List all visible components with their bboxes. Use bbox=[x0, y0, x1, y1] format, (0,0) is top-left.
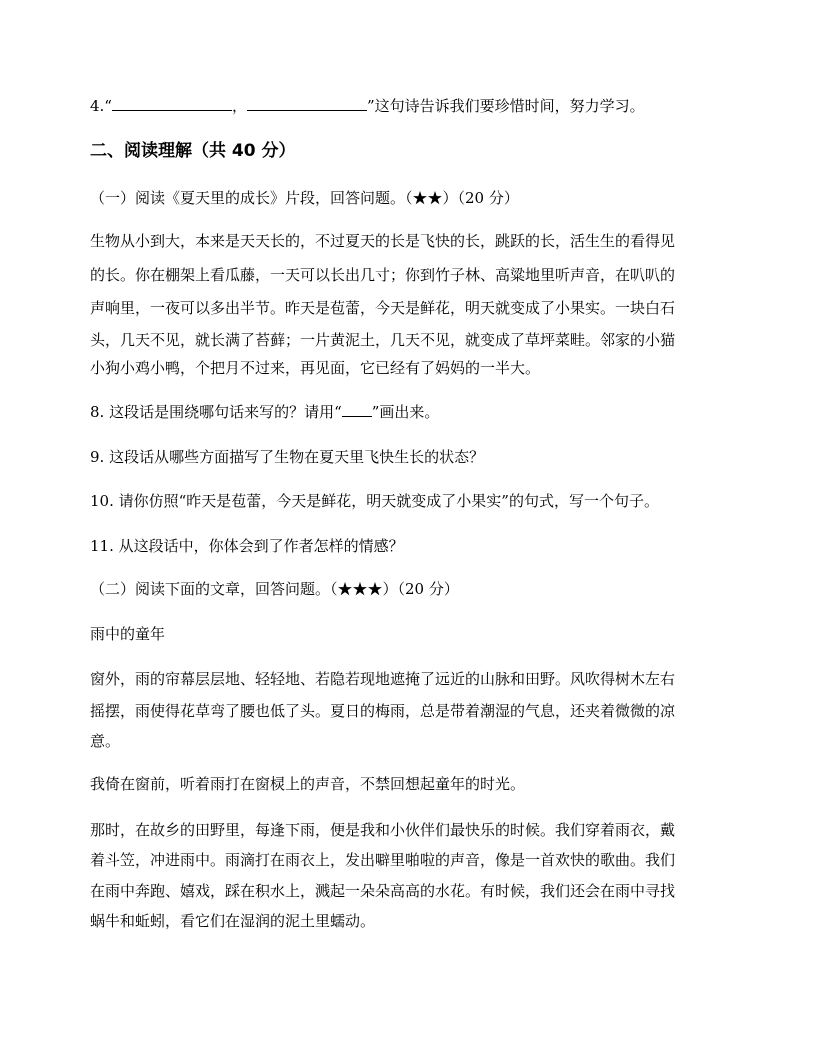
question-4-suffix: ”这句诗告诉我们要珍惜时间，努力学习。 bbox=[367, 97, 645, 115]
passage-line: 头，几天不见，就长满了苔藓；一片黄泥土，几天不见，就变成了草坪菜畦。邻家的小猫 bbox=[90, 331, 676, 349]
paragraph-line: 窗外，雨的帘幕层层地、轻轻地、若隐若现地遮掩了远近的山脉和田野。风吹得树木左右 bbox=[90, 670, 676, 688]
question-8 bbox=[90, 404, 730, 420]
paragraph-line: 摇摆，雨使得花草弯了腰也低了头。夏日的梅雨，总是带着潮湿的气息，还夹着微微的凉 bbox=[90, 702, 676, 720]
question-9: 9. 这段话从哪些方面描写了生物在夏天里飞快生长的状态？ bbox=[90, 448, 485, 466]
question-8-prefix: 8. 这段话是围绕哪句话来写的？请用“ bbox=[90, 403, 342, 421]
question-4-prefix: 4.“ bbox=[90, 97, 112, 115]
passage-line: 小狗小鸡小鸭，个把月不过来，再见面，它已经有了妈妈的一半大。 bbox=[90, 359, 541, 377]
question-10: 10. 请你仿照“昨天是苞蕾，今天是鲜花，明天就变成了小果实”的句式，写一个句子。 bbox=[90, 492, 659, 510]
question-8-suffix: ”画出来。 bbox=[371, 403, 440, 421]
question-4-separator: ， bbox=[231, 97, 247, 115]
question-4 bbox=[90, 98, 730, 114]
article-paragraph-2: 我倚在窗前，听着雨打在窗棂上的声音，不禁回想起童年的时光。 bbox=[90, 775, 526, 793]
answer-blank-1[interactable] bbox=[112, 98, 232, 111]
paragraph-line: 意。 bbox=[90, 732, 121, 750]
underline-sample bbox=[342, 404, 372, 417]
section-2-title: 二、阅读理解（共 40 分） bbox=[90, 141, 296, 161]
answer-blank-2[interactable] bbox=[247, 98, 367, 111]
passage-line: 的长。你在棚架上看瓜藤，一天可以长出几寸；你到竹子林、高粱地里听声音，在叭叭的 bbox=[90, 266, 676, 284]
part-1-header: （一）阅读《夏天里的成长》片段，回答问题。（★★）（20 分） bbox=[90, 189, 519, 207]
part-2-header: （二）阅读下面的文章，回答问题。（★★★）（20 分） bbox=[90, 580, 459, 598]
paragraph-line: 那时，在故乡的田野里，每逢下雨，便是我和小伙伴们最快乐的时候。我们穿着雨衣，戴 bbox=[90, 821, 676, 839]
paragraph-line: 蜗牛和蚯蚓，看它们在湿润的泥土里蠕动。 bbox=[90, 912, 376, 930]
paragraph-line: 着斗笠，冲进雨中。雨滴打在雨衣上，发出噼里啪啦的声音，像是一首欢快的歌曲。我们 bbox=[90, 851, 676, 869]
passage-line: 声响里，一夜可以多出半节。昨天是苞蕾，今天是鲜花，明天就变成了小果实。一块白石 bbox=[90, 299, 676, 317]
question-11: 11. 从这段话中，你体会到了作者怎样的情感？ bbox=[90, 537, 404, 555]
article-title: 雨中的童年 bbox=[90, 625, 166, 643]
passage-line: 生物从小到大，本来是天天长的，不过夏天的长是飞快的长，跳跃的长，活生生的看得见 bbox=[90, 232, 676, 250]
paragraph-line: 在雨中奔跑、嬉戏，踩在积水上，溅起一朵朵高高的水花。有时候，我们还会在雨中寻找 bbox=[90, 882, 676, 900]
